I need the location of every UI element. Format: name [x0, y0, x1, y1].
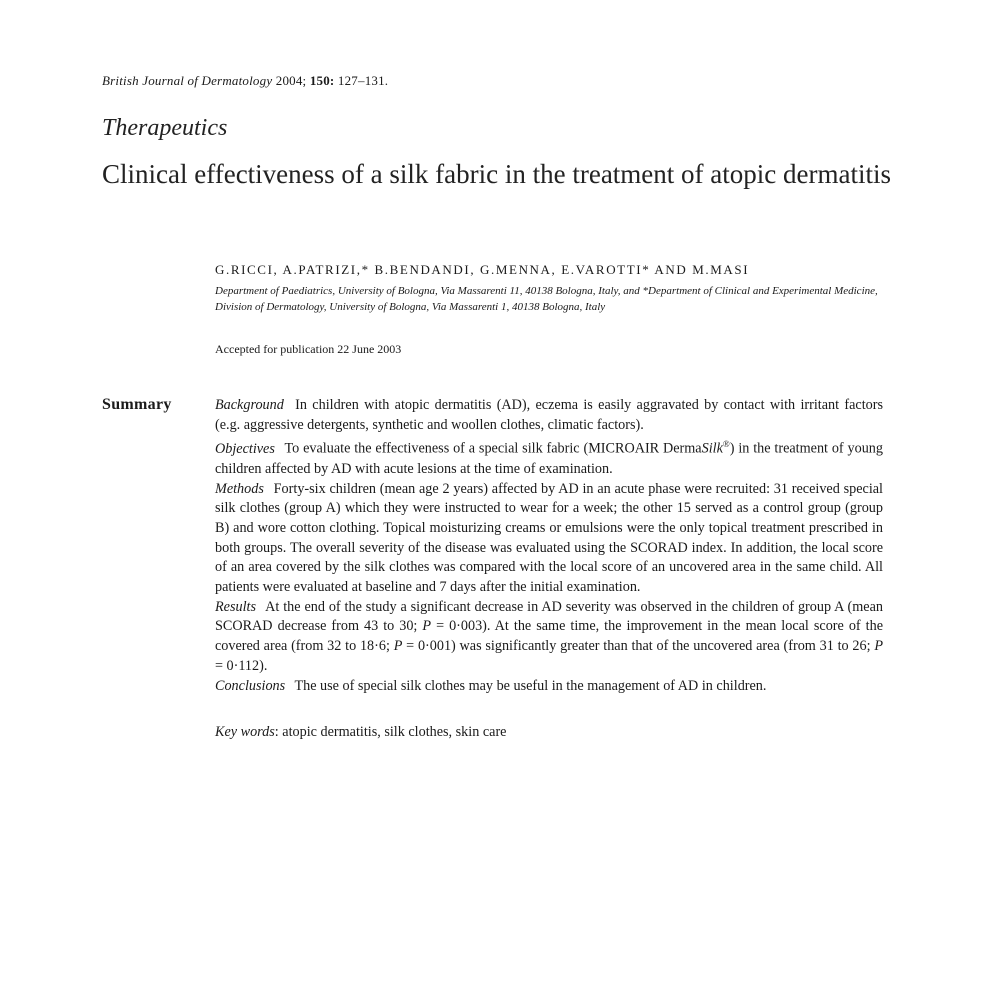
- abstract-background: [215, 396, 883, 435]
- p-value-symbol: P: [422, 618, 432, 635]
- conclusions-text: The use of special silk clothes may be useful in the management of AD in children.: [294, 677, 767, 694]
- registered-mark: ®: [722, 439, 730, 450]
- keywords-text: atopic dermatitis, silk clothes, skin care: [278, 724, 507, 740]
- author-list: G.RICCI, A.PATRIZI,* B.BENDANDI, G.MENNA, E.VAROTTI* AND M.MASI: [215, 262, 750, 277]
- abstract: [215, 396, 883, 696]
- background-label: Background: [215, 397, 284, 413]
- keywords: [215, 724, 506, 741]
- accepted-date: Accepted for publication 22 June 2003: [215, 342, 402, 356]
- p-value-symbol: P: [393, 638, 403, 655]
- background-text: In children with atopic dermatitis (AD), eczema is easily aggravated by contact with irritant factors (e.g. aggressive detergents, synthetic and woollen clothes, climatic factors).: [215, 397, 883, 433]
- objectives-silk: Silk: [701, 441, 723, 458]
- journal-name: British Journal of Dermatology: [102, 73, 273, 88]
- p-value-symbol: P: [874, 638, 883, 655]
- summary-heading: Summary: [102, 396, 172, 413]
- objectives-label: Objectives: [215, 441, 275, 458]
- results-text-1: At the end of the study a significant decrease in AD severity was observed in the children of group A (mean SCORAD decrease from 43 to 30;: [215, 598, 883, 635]
- abstract-results: [215, 598, 883, 677]
- keywords-colon: :: [274, 724, 279, 740]
- affiliation: Department of Paediatrics, University of Bologna, Via Massarenti 11, 40138 Bologna, Italy, and *Department of Clinical and Experimental Medicine, Division of Dermatology, University of Bologna, Via Massarenti 1, 40138 Bologna, Italy: [215, 285, 878, 313]
- conclusions-label: Conclusions: [215, 677, 286, 694]
- abstract-methods: [215, 480, 883, 598]
- abstract-conclusions: [215, 677, 883, 697]
- article-title: Clinical effectiveness of a silk fabric in the treatment of atopic dermatitis: [102, 159, 891, 189]
- results-label: Results: [215, 598, 256, 615]
- results-text-2: = 0·003). At the same time, the improvement in the mean local score of the covered area (from 32 to 18·6;: [215, 618, 883, 655]
- abstract-objectives: [215, 435, 883, 479]
- objectives-text-a: To evaluate the effectiveness of a special silk fabric (MICROAIR Derma: [284, 441, 702, 458]
- section-label: Therapeutics: [102, 115, 228, 141]
- methods-label: Methods: [215, 480, 264, 497]
- results-text-4: = 0·112).: [215, 657, 268, 674]
- journal-year: 2004;: [272, 73, 310, 88]
- keywords-label: Key words: [215, 724, 275, 740]
- results-text-3: = 0·001) was significantly greater than that of the uncovered area (from 31 to 26;: [402, 638, 875, 655]
- journal-citation: [102, 73, 388, 89]
- methods-text: Forty-six children (mean age 2 years) affected by AD in an acute phase were recruited: 31 received special silk clothes (group A) which they were instructed to wear for a week; the other 15 served as a control group (group B) and wore cotton clothing. Topical moisturizing creams or emulsions were the only topical treatment prescribed in both groups. The overall severity of the disease was evaluated using the SCORAD index. In addition, the local score of an area covered by the silk clothes was compared with the local score of an uncovered area in the same child. All patients were evaluated at baseline and 7 days after the initial examination.: [215, 480, 884, 596]
- journal-pages: 127–131.: [334, 73, 389, 88]
- objectives-text-b: ) in the treatment of young children affected by AD with acute lesions at the time of examination.: [215, 441, 883, 477]
- journal-volume: 150:: [309, 73, 335, 88]
